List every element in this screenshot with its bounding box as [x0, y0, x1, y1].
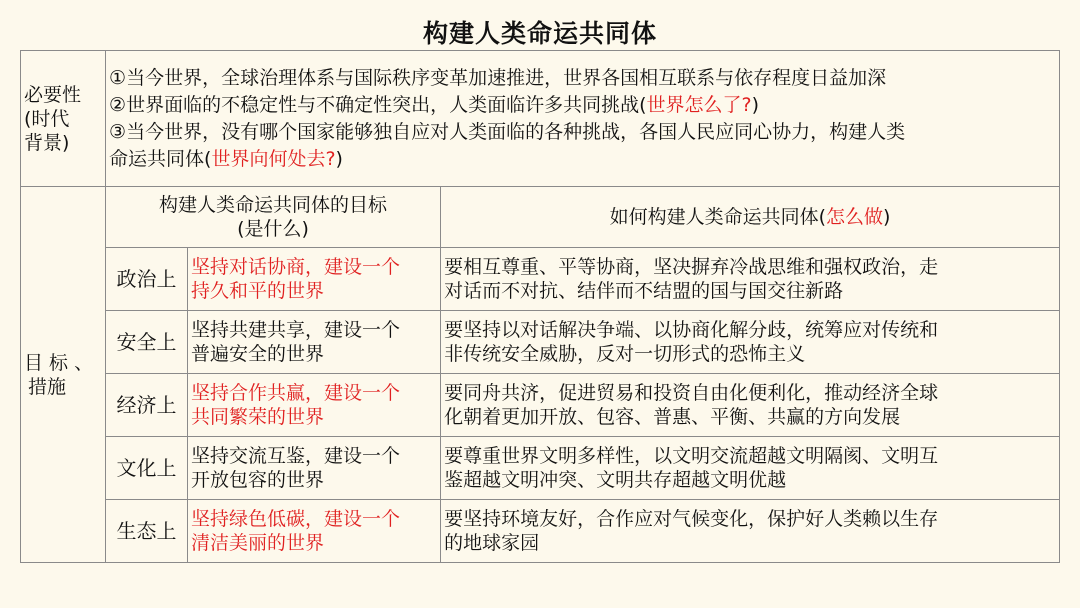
necessity-label-line: 背景) [24, 131, 70, 154]
how-header: 如何构建人类命运共同体(怎么做) [441, 187, 1060, 248]
how-security: 要坚持以对话解决争端、以协商化解分歧，统筹应对传统和 非传统安全威胁，反对一切形式的恐怖主义 [441, 311, 1060, 374]
necessity-label-line: (时代 [24, 107, 70, 130]
table-row [21, 248, 1060, 311]
targets-header-row [21, 187, 1060, 248]
targets-label [21, 187, 106, 563]
table-row [21, 500, 1060, 563]
row-label-politics: 政治上 [106, 248, 188, 311]
how-economy: 要同舟共济，促进贸易和投资自由化便利化，推动经济全球 化朝着更加开放、包容、普惠、平衡、共赢的方向发展 [441, 374, 1060, 437]
goal-ecology: 坚持绿色低碳，建设一个 清洁美丽的世界 [188, 500, 441, 563]
table-row [21, 311, 1060, 374]
goal-economy: 坚持合作共赢，建设一个 共同繁荣的世界 [188, 374, 441, 437]
how-culture: 要尊重世界文明多样性，以文明交流超越文明隔阂、文明互 鉴超越文明冲突、文明共存超越文明优越 [441, 437, 1060, 500]
necessity-item-2: ②世界面临的不稳定性与不确定性突出，人类面临许多共同挑战(世界怎么了?) [109, 93, 759, 116]
row-label-security: 安全上 [106, 311, 188, 374]
necessity-label [21, 51, 106, 187]
row-label-ecology: 生态上 [106, 500, 188, 563]
necessity-item-3-cont: 命运共同体(世界向何处去?) [109, 147, 343, 170]
goal-header: 构建人类命运共同体的目标 (是什么) [106, 187, 441, 248]
targets-label-line: 目 标 、 [24, 351, 94, 374]
necessity-label-line: 必要性 [24, 83, 82, 106]
table-row [21, 374, 1060, 437]
goal-security: 坚持共建共享，建设一个 普遍安全的世界 [188, 311, 441, 374]
necessity-item-2-highlight: 世界怎么了? [646, 93, 752, 116]
how-politics: 要相互尊重、平等协商，坚决摒弃冷战思维和强权政治，走 对话而不对抗、结伴而不结盟的国与国交往新路 [441, 248, 1060, 311]
necessity-row [21, 51, 1060, 187]
table-row [21, 437, 1060, 500]
content-table [20, 50, 1060, 563]
goal-culture: 坚持交流互鉴，建设一个 开放包容的世界 [188, 437, 441, 500]
necessity-item-1: ①当今世界，全球治理体系与国际秩序变革加速推进，世界各国相互联系与依存程度日益加深 [109, 66, 887, 89]
necessity-item-3-highlight: 世界向何处去? [211, 147, 336, 170]
page-title: 构建人类命运共同体 [422, 19, 657, 48]
necessity-content [106, 51, 1060, 187]
row-label-culture: 文化上 [106, 437, 188, 500]
necessity-item-3: ③当今世界，没有哪个国家能够独自应对人类面临的各种挑战，各国人民应同心协力，构建人类 [109, 120, 906, 143]
how-header-highlight: 怎么做 [826, 206, 884, 228]
targets-label-line: 措施 [28, 375, 67, 398]
row-label-economy: 经济上 [106, 374, 188, 437]
how-ecology: 要坚持环境友好，合作应对气候变化，保护好人类赖以生存 的地球家园 [441, 500, 1060, 563]
goal-politics: 坚持对话协商，建设一个 持久和平的世界 [188, 248, 441, 311]
